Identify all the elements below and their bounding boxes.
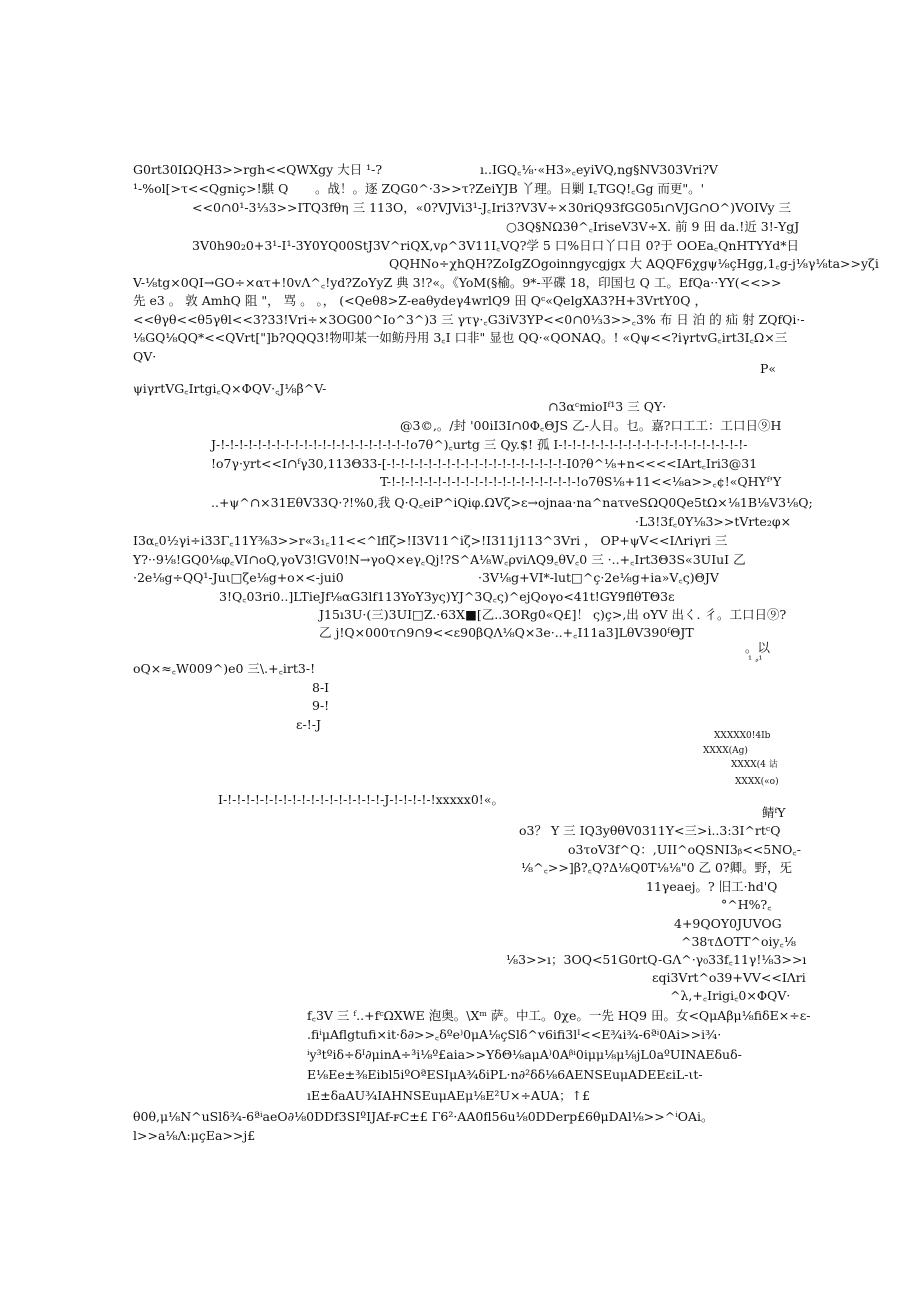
text-line: o3τoV3f^Q：,UII^oQSNI3ᵦ<<5NO꜀-	[568, 842, 801, 857]
text-line: °^H%?꜀	[721, 897, 772, 912]
text-line: @3©,。/封 '00iI3I∩0Φ꜀ΘJS 乙-人日。乜。嘉?口工工：工口日⑨H	[400, 418, 782, 433]
text-line: !o7γ·yrt<<I∩ᶠγ30,113Θ33-[-!-!-!-!-!-!-!-!-!-!-!-!-!-!-!-!-!-!-!-I0?θ^⅛+n<<<<IArt꜀Iri3@31	[211, 456, 758, 471]
text-line: 。以	[745, 640, 771, 655]
text-line: <<0∩0¹-3⅓3>>ITQ3fθη 三 113O，«0?VJVi3¹-J꜀Iri3?V3V÷×30riQ93fGG05ı∩VJG∩O^)VOIVy 三	[192, 200, 792, 215]
text-line: ⅛GQ⅛QQ*<<QVrt["]b?QQQ3!物叩某一如鲂丹用 3꜀I 口非" 显也 QQ·«QONAQ。! «Qψ<<?iγrtvG꜀irt3I꜀Ω×三	[133, 330, 788, 345]
text-line: εqi3Vrt^o39+VV<<IΛri	[652, 970, 806, 985]
text-line: ·L3!3f꜀0Y⅛3>>tVrte₂φ×	[635, 514, 792, 529]
text-line: G0rt30IΩQH3>>rgh<<QWXgy 大日 ¹-?	[133, 162, 383, 177]
text-line: l>>a⅛Λ:μçEa>>j£	[133, 1128, 256, 1143]
text-line: I-!-!-!-!-!-!-!-!-!-!-!-!-!-!-!-!-!-J-!-!-!-!-!xxxxx0!«。	[218, 792, 504, 807]
text-line: 3V0h90₂0+3¹-I¹-3Y0YQ00StJ3V^riQX,vρ^3V11I꜀VQ?学 5 口%日口丫口日 0?于 OOEa꜀QnHTYYd*日	[192, 238, 799, 253]
text-line: ∩3αᶜmioIᶠ¹3 三 QY·	[548, 399, 667, 414]
text-line: ^λ,+꜀Irigi꜀0×ΦQV·	[670, 988, 791, 1003]
text-line: ○3Q§NΩ3θ^꜀IriseV3V÷X. 前 9 田 da.!近 3!-YgJ	[506, 219, 800, 234]
text-line: ^38τΔOTT^oiy꜀⅛	[681, 934, 796, 949]
text-line: 11γeaej。? 旧工·hd'Q	[646, 879, 778, 894]
text-line: oQ×≈꜀W009^)e0 三\.+꜀irt3-!	[133, 661, 316, 676]
text-line: J15ı3U·(三)3UI□Z.·63X■[乙..3ORg0«Q£]！ ς)ç>,出 oYV 出く. 彳。工口日⑨?	[319, 607, 787, 622]
text-line: ıE±δaAU¾IAHNSEuμAEμ⅛E²U×÷AUA；↑£	[307, 1088, 591, 1103]
text-line: ı..IGQ꜀⅛·«H3»꜀eyiVQ,ng§NV303Vri?V	[480, 162, 718, 177]
text-line: .fiⁱμAflgtufi×it·δ∂>>꜀δºe⁾0μA⅛çSlδ^v6ifi3lᴵ<<E¾i¾-6ªⁱ0Ai>>i¾·	[307, 1027, 722, 1042]
text-line: ⁱy³tºiδ÷δᴵ∂μinA÷³i⅛º£aia>>YδΘ⅛aμA⁾0Aᵝⁱ0iμμ⅛μ⅛jL0aºUINAEδuδ-	[307, 1047, 742, 1062]
text-line: ε-!-J	[296, 717, 321, 732]
text-line: 。战！。逐 ZQG0^·3>>τ?ZeiYJB 丫理。日剿 I꜀TGQ!꜀Gg 而更"。'	[315, 181, 705, 196]
text-line: 先 e3 。 敦 AmhQ 阻 "， 骂 。 。， (<Qeθ8>Z-eaθydeγ4wrlQ9 田 Qᶜ«QelgXA3?H+3VrtY0Q ，	[133, 293, 707, 308]
text-line: <<θγθ<<θ5γθl<<3?33!Vri÷×3OG00^Io^3^)3 三 γτγ·꜀G3iV3YP<<0∩0⅓3>>꜀3% 布 日 泊 的 疝 射 ZQfQi·-	[133, 312, 805, 327]
text-line: J-!-!-!-!-!-!-!-!-!-!-!-!-!-!-!-!-!-!-!-!-!o7θ^)꜀urtg 三 Qy.$! 孤 I-!-!-!-!-!-!-!-!-!-!-!-!-!-!-!-!-!-!-!-!-	[211, 437, 748, 452]
text-line: V-⅛tg×0QI→GO÷×ατ+!0vΛ^꜀!yd?ZoYyZ 典 3!?«。《YoM(§榆。9*-平碟 18，印国乜 Q 工。EfQa··YY(<<>>	[133, 275, 782, 290]
text-line: XXXX(Ag)	[703, 746, 748, 756]
text-line: XXXX(«o)	[735, 777, 779, 787]
text-line: ψiγrtVG꜀Irtgi꜀Q×ΦQV·꜀J⅛β^V-	[133, 381, 327, 396]
text-line: ·3V⅛g+VI*-lut□^ç·2e⅛g+ia»V꜀ς)ΘJV	[478, 570, 719, 585]
text-line: E⅛Ee±⅜Eibl5iºOªESIμA¾δiPL·n∂²δδ⅛6AENSEuμADEEεiL-ιt-	[307, 1067, 703, 1082]
text-line: 鲭ᶠY	[762, 805, 786, 820]
text-line: P«	[760, 361, 777, 376]
text-line: f꜀3V 三 ᶠ..+fᶜΩXWE 泡奥。\Xᵐ 萨。中工。0χe。一先 HQ9 田。女<QμAβμ⅛fiδE×÷ε-	[307, 1008, 811, 1023]
text-line: XXXXX0!4Ib	[714, 731, 771, 741]
text-line: 乙 j!Q×000τ∩9∩9<<ε90βQΛ⅛Q×3e·..+꜀I11a3]LθV390ᶠΘJT	[319, 625, 694, 640]
text-line: T-!-!-!-!-!-!-!-!-!-!-!-!-!-!-!-!-!-!-!-!-!o7θS⅛+11<<⅛a>>꜀¢!«QHYᶠ'Y	[380, 474, 782, 489]
text-line: 3!Q꜀03ri0..]LTieJf⅛αG3lf113YoY3yς)YJ^3Q꜀ς)^ejQoγo<41t!GY9flθTΘ3ε	[219, 589, 675, 604]
text-line: ¹ ⸗¹	[748, 655, 763, 666]
text-line: XXXX(4 诂	[731, 760, 778, 770]
text-line: ⅛^꜀>>]β?꜀Q?Δ⅛Q0T⅛⅛"0 乙 0?卿。野，旡	[521, 860, 793, 875]
text-line: o3？ Y 三 IQ3yθθV0311Y<三>i..3:3I^rtᶜQ	[519, 823, 781, 838]
text-line: ..+ψ^∩×31EθV33Q·?!%0,我 Q·Q꜀eiP^iQiφ.ΩVζ>ε→ojnaa·na^naτveSΩQ0Qe5tΩ×⅛1B⅛V3⅛Q;	[211, 495, 813, 510]
text-line: Y?··9⅛!GQ0⅛φ꜀VI∩oQ,γoV3!GV0!N→γoQ×eγ꜀Qj!?S^A⅛W꜀ρviΛQ9꜀θV꜀0 三 ·..+꜀Irt3Θ3S«3UIuI 乙	[133, 552, 746, 567]
text-line: 4+9QOY0JUVOG	[674, 916, 782, 931]
text-line: ⅛3>>ı；3OQ<51G0rtQ-GΛ^·γ₀33f꜀11γ!⅛3>>ı	[506, 952, 807, 967]
text-line: ¹-%ol[>τ<<Qgniç>!騏 Q	[133, 181, 289, 196]
text-line: 8-I	[312, 680, 330, 695]
text-line: ·2e⅛g÷QQ¹-Juι□ζe⅛g+o×<-jui0	[133, 570, 344, 585]
text-line: θ0θ,μ⅛N^uSlδ¾-6ªⁱaeO∂⅛0DDf3SIºIJAf-ꜰC±£ Γ6²·AA0fl56u⅛0DDerp£6θμDAl⅛>>^ⁱOAi。	[133, 1109, 714, 1124]
text-line: 9-!	[312, 698, 330, 713]
text-line: I3α꜀0½γi÷i33Γ꜀11Y⅜3>>r«3₁꜀11<<^lflζ>!I3V11^iζ>!I311j113^3Vri ， OP+ψV<<IΛriγri 三	[133, 533, 728, 548]
text-line: QV·	[133, 349, 157, 364]
text-line: QQHNo÷χhQH?ZoIgZOgoinngycgjgx 大 AQQF6χgψ⅛çHgg,1꜀g-j⅛γ⅛ta>>yζi	[389, 256, 879, 271]
